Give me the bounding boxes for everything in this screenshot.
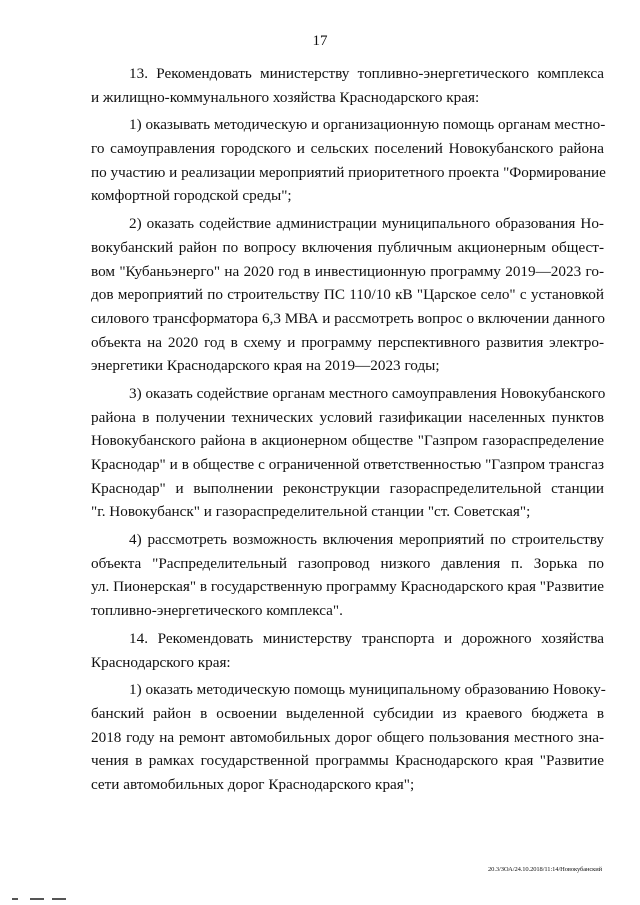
text-line: 2018 году на ремонт автомобильных дорог общего пользования местного зна- [91, 728, 604, 746]
text-line: объекта "Распределительный газопровод низкого давления п. Зорька по [91, 554, 604, 572]
text-line: Краснодар" и выполнении реконструкции газораспределительной станции [91, 479, 604, 497]
document-body [91, 62, 604, 801]
scan-edge-mark [30, 898, 44, 900]
document-registration-stamp: 20.3/ЗОА/24.10.2018/11:14/Новокубанский [488, 866, 602, 873]
text-line: 2) оказать содействие администрации муниципального образования Но- [129, 215, 604, 233]
scan-edge-mark [12, 898, 18, 900]
text-line: района в получении технических условий газификации населенных пунктов [91, 408, 604, 426]
text-line: Краснодар" и в обществе с ограниченной ответственностью "Газпром трансгаз [91, 456, 604, 473]
paragraph-13-item-2 [91, 212, 604, 378]
paragraph-13-item-3 [91, 382, 604, 524]
text-line: чения в рамках государственной программы Краснодарского края "Развитие [91, 752, 604, 770]
text-line: сети автомобильных дорог Краснодарского края"; [91, 775, 415, 793]
text-line: силового трансформатора 6,3 МВА и рассмотреть вопрос о включении данного [91, 309, 605, 327]
text-line: Новокубанского района в акционерном обществе "Газпром газораспределение [91, 432, 604, 450]
text-line: объекта на 2020 год в схему и программу перспективного развития электро- [91, 333, 604, 351]
text-line: комфортной городской среды"; [91, 187, 292, 205]
text-line: вокубанский район по вопросу включения публичным акционерным общест- [91, 238, 604, 256]
text-line: и жилищно-коммунального хозяйства Краснодарского края: [91, 88, 480, 106]
scan-edge-mark [52, 898, 66, 900]
text-line: энергетики Краснодарского края на 2019—2023 годы; [91, 357, 440, 375]
text-line: дов мероприятий по строительству ПС 110/10 кВ "Царское село" с установкой [91, 286, 604, 304]
text-line: Краснодарского края: [91, 653, 231, 671]
text-line: 4) рассмотреть возможность включения мероприятий по строительству [129, 531, 604, 549]
paragraph-14 [91, 627, 604, 674]
page-number: 17 [312, 33, 328, 49]
text-line: 1) оказывать методическую и организационную помощь органам местно- [129, 116, 606, 134]
text-line: 3) оказать содействие органам местного самоуправления Новокубанского [129, 384, 606, 402]
paragraph-14-item-1 [91, 678, 604, 796]
text-line: банский район в освоении выделенной субсидии из краевого бюджета в [91, 704, 604, 722]
paragraph-13 [91, 62, 604, 109]
text-line: 1) оказать методическую помощь муниципальному образованию Новоку- [129, 681, 606, 699]
text-line: го самоуправления городского и сельских поселений Новокубанского района [91, 140, 604, 158]
text-line: ул. Пионерская" в государственную программу Краснодарского края "Развитие [91, 578, 604, 596]
text-line: 13. Рекомендовать министерству топливно-энергетического комплекса [129, 65, 604, 82]
paragraph-13-item-4 [91, 528, 604, 623]
text-line: по участию и реализации мероприятий приоритетного проекта "Формирование [91, 163, 606, 181]
text-line: "г. Новокубанск" и газораспределительной станции "ст. Советская"; [91, 503, 531, 521]
text-line: топливно-энергетического комплекса". [91, 602, 343, 620]
text-line: вом "Кубаньэнерго" на 2020 год в инвестиционную программу 2019—2023 го- [91, 262, 604, 280]
text-line: 14. Рекомендовать министерству транспорта и дорожного хозяйства [129, 629, 604, 647]
paragraph-13-item-1 [91, 113, 604, 208]
